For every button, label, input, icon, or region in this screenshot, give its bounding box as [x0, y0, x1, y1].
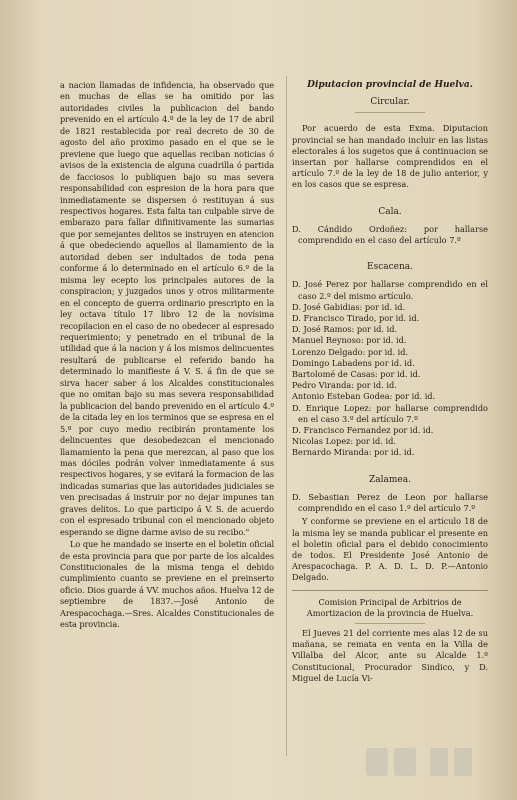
- escacena-entry: D. José Perez por hallarse comprendido en el caso 2.º del mismo artículo.: [292, 279, 488, 301]
- escacena-entry: Pedro Viranda: por id. id.: [292, 380, 397, 391]
- left-paragraph-2: Lo que he mandado se inserte en el boletin oficial de esta provincia para que por parte de los alcaldes Constitucionales de la misma tenga el debido cumplimiento cuanto se previene en el preinserto oficio. Dios guarde á VV. muchos años. Huelva 12 de septiembre de 1837.—José Antonio de Arespacochaga.—Sres. Alcaldes Constitucionales de esta provincia.: [60, 539, 274, 630]
- escacena-entry: Antonio Esteban Godea: por id. id.: [292, 391, 436, 402]
- escacena-entry: Nicolas Lopez: por id. id.: [292, 436, 396, 447]
- left-paragraph-1: a nacion llamadas de infidencia, ha observado que en muchas de ellas se ha omitido por las autoridades civiles la publicacion del bando prevenido en el artículo 4.º de la ley de 17 de abril de 1821 restablecida por real decreto de 30 de agosto del año proximo pasado en el que se le previene que luego que aquellas reciban noticias ó avisos de la existencia de alguna cuadrilla ó partida de facciosos lo publiquen bajo su mas severa responsabilidad con espresion de la hora para que inmediatamente se dispersen ó restituyan á sus respectivos hogares. Esta falta tan culpable sirve de embarazo para fallar difinitivamente las sumarias que por semejantes delitos se instruyen en atencion á que obedeciendo aquellos al llamamiento de la autoridad deben ser indultados de toda pena conforme á lo determinado en el artículo 6.º de la misma ley ecepto los principales autores de la conspiracion; y juzgados unos y otros militarmente en el concepto de guerra ordinario prescripto en la ley octava título 17 libro 12 de la novísima recopilacion en el caso de no obedecer al espresado requerimiento; y penetrado en el tribunal de la utilidad que á la nacion y á los mismos delincuentes resultará de publicarse el referido bando ha determinado lo manifieste á V. S. á fin de que se sirva hacer saber á los Alcaldes constitucionales que no omitan bajo su mas severa responsabilidad la publicacion del bando prevenido en el artículo 4.º de la citada ley en los terminos que se espresa en el 5.º por cuyo medio recibirán prontamente los delincuentes que desobedezcan el mencionado llamamiento la pena que merezcan, al paso que los mas dóciles podrán volver inmediatamente á sus respectivos hogares, y se evitará la formacion de las indicadas sumarias que las autoridades judiciales se ven precisadas á instruir por no dejar impunes tan graves delitos. Lo que participo á V. S. de acuerdo con el espresado tribunal con el mencionado objeto esperando se digne darme aviso de su recibo.": [60, 80, 274, 537]
- zalamea-entry: D. Sebastian Perez de Leon por hallarse comprendido en el caso 1.º del artículo 7.º: [292, 491, 488, 514]
- commission-title: Comision Principal de Arbitrios de Amortizacion de la provincia de Huelva.: [306, 596, 474, 618]
- archive-watermark-icon: [360, 742, 500, 782]
- section-cala: Cala.: [378, 206, 402, 217]
- escacena-entry: D. Enrique Lopez: por hallarse comprendido en el caso 3.º del artículo 7.º: [292, 402, 488, 424]
- section-rule: [292, 590, 488, 591]
- escacena-entry: D. Francisco Tirado, por id. id.: [292, 313, 420, 324]
- escacena-entry: Manuel Reynoso: por id. id.: [292, 335, 407, 346]
- zalamea-note: Y conforme se previene en el artículo 18 de la misma ley se manda publicar el presente en el boletin oficial para el debido conocimiento de todos. El Presidente José Antonio de Arespacochaga. P. A. D. L. D. P.—Antonio Delgado.: [292, 516, 488, 583]
- escacena-entry: Bartolomé de Casas: por id. id.: [292, 369, 421, 380]
- left-column: [60, 80, 274, 631]
- circular-subtitle: Circular.: [370, 97, 410, 108]
- subtitle-rule: [355, 112, 425, 113]
- commission-rule: [355, 623, 425, 624]
- escacena-entry: D. Francisco Fernandez por id. id.: [292, 425, 434, 436]
- escacena-entry: Bernardo Miranda: por id. id.: [292, 447, 415, 458]
- section-escacena: Escacena.: [367, 262, 413, 273]
- escacena-entry: D. José Ramos: por id. id.: [292, 324, 398, 335]
- cala-entry: D. Cándido Ordoñez: por hallarse comprendido en el caso del artículo 7.º: [292, 223, 488, 246]
- escacena-entry: Lorenzo Delgado: por id. id.: [292, 346, 409, 357]
- column-divider: [286, 76, 287, 756]
- circular-intro: Por acuerdo de esta Exma. Diputacion provincial se han mandado incluir en las listas electorales á los sugetos que á continuacion se insertan por hallarse comprendidos en el artículo 7.º de la ley de 18 de julio anterior, y en los casos que se espresa.: [292, 123, 488, 190]
- section-zalamea: Zalamea.: [369, 474, 411, 485]
- escacena-entry: D. José Gabidias: por id. id.: [292, 301, 406, 312]
- right-column: [292, 80, 488, 684]
- diputacion-heading: Diputacion provincial de Huelva.: [307, 80, 473, 90]
- commission-text: El Jueves 21 del corriente mes alas 12 de su mañana, se remata en venta en la Villa de Villalba del Alcor, ante su Alcalde 1.º Constitucional, Procurador Sindico, y D. Miguel de Lucía Vi-: [292, 627, 488, 683]
- escacena-entry: Domingo Labadens por id. id.: [292, 357, 415, 368]
